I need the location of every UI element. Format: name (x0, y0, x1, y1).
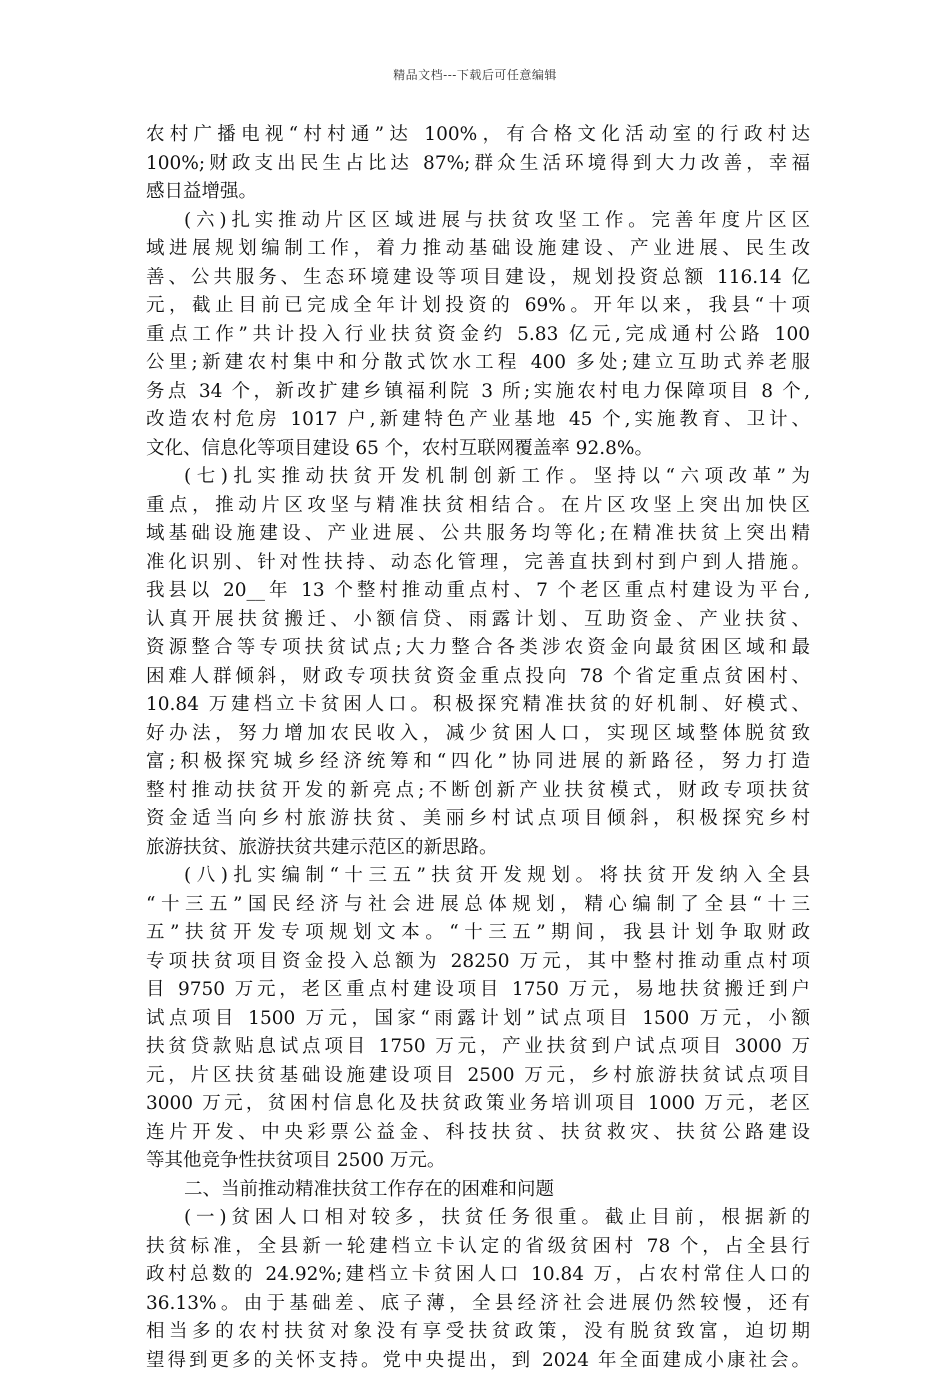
text-line: 我县以 20__年 13 个整村推动重点村、7 个老区重点村建设为平台, (146, 577, 810, 606)
text-line: 政村总数的 24.92%;建档立卡贫困人口 10.84 万，占农村常住人口的 (146, 1261, 810, 1290)
text-line: 感日益增强。 (146, 178, 810, 207)
text-line: 域进展规划编制工作，着力推动基础设施建设、产业进展、民生改 (146, 235, 810, 264)
text-line: 改造农村危房 1017 户,新建特色产业基地 45 个,实施教育、卫计、 (146, 406, 810, 435)
text-line: 扶贫贷款贴息试点项目 1750 万元，产业扶贫到户试点项目 3000 万 (146, 1033, 810, 1062)
text-line: 文化、信息化等项目建设 65 个，农村互联网覆盖率 92.8%。 (146, 435, 810, 464)
text-line: 元，片区扶贫基础设施建设项目 2500 万元，乡村旅游扶贫试点项目 (146, 1062, 810, 1091)
text-line: 善、公共服务、生态环境建设等项目建设，规划投资总额 116.14 亿 (146, 264, 810, 293)
text-line: 望得到更多的关怀支持。党中央提出，到 2024 年全面建成小康社会。 (146, 1347, 810, 1375)
text-line: 3000 万元，贫困村信息化及扶贫政策业务培训项目 1000 万元，老区 (146, 1090, 810, 1119)
text-line: 困难人群倾斜，财政专项扶贫资金重点投向 78 个省定重点贫困村、 (146, 663, 810, 692)
text-line: 连片开发、中央彩票公益金、科技扶贫、扶贫救灾、扶贫公路建设 (146, 1119, 810, 1148)
text-line: 好办法，努力增加农民收入，减少贫困人口，实现区域整体脱贫致 (146, 720, 810, 749)
text-line: 重点，推动片区攻坚与精准扶贫相结合。在片区攻坚上突出加快区 (146, 492, 810, 521)
text-line: 资源整合等专项扶贫试点;大力整合各类涉农资金向最贫困区域和最 (146, 634, 810, 663)
text-line: 认真开展扶贫搬迁、小额信贷、雨露计划、互助资金、产业扶贫、 (146, 606, 810, 635)
text-line: (八)扎实编制“十三五”扶贫开发规划。将扶贫开发纳入全县 (146, 862, 810, 891)
text-line: (一)贫困人口相对较多，扶贫任务很重。截止目前，根据新的 (146, 1204, 810, 1233)
page-header: 精品文档---下载后可任意编辑 (0, 66, 950, 83)
text-line: 务点 34 个，新改扩建乡镇福利院 3 所;实施农村电力保障项目 8 个, (146, 378, 810, 407)
document-body (146, 121, 810, 1375)
text-line: 相当多的农村扶贫对象没有享受扶贫政策，没有脱贫致富，迫切期 (146, 1318, 810, 1347)
text-line: 农村广播电视“村村通”达 100%，有合格文化活动室的行政村达 (146, 121, 810, 150)
text-line: 二、当前推动精准扶贫工作存在的困难和问题 (146, 1176, 810, 1205)
text-line: 36.13%。由于基础差、底子薄，全县经济社会进展仍然较慢，还有 (146, 1290, 810, 1319)
text-line: 扶贫标准，全县新一轮建档立卡认定的省级贫困村 78 个，占全县行 (146, 1233, 810, 1262)
text-line: 100%;财政支出民生占比达 87%;群众生活环境得到大力改善，幸福 (146, 150, 810, 179)
text-line: 试点项目 1500 万元，国家“雨露计划”试点项目 1500 万元，小额 (146, 1005, 810, 1034)
text-line: 10.84 万建档立卡贫困人口。积极探究精准扶贫的好机制、好模式、 (146, 691, 810, 720)
text-line: 公里;新建农村集中和分散式饮水工程 400 多处;建立互助式养老服 (146, 349, 810, 378)
text-line: 准化识别、针对性扶持、动态化管理，完善直扶到村到户到人措施。 (146, 549, 810, 578)
text-line: 资金适当向乡村旅游扶贫、美丽乡村试点项目倾斜，积极探究乡村 (146, 805, 810, 834)
text-line: 专项扶贫项目资金投入总额为 28250 万元，其中整村推动重点村项 (146, 948, 810, 977)
text-line: 五”扶贫开发专项规划文本。“十三五”期间，我县计划争取财政 (146, 919, 810, 948)
text-line: 重点工作”共计投入行业扶贫资金约 5.83 亿元,完成通村公路 100 (146, 321, 810, 350)
text-line: 整村推动扶贫开发的新亮点;不断创新产业扶贫模式，财政专项扶贫 (146, 777, 810, 806)
text-line: “十三五”国民经济与社会进展总体规划，精心编制了全县“十三 (146, 891, 810, 920)
text-line: 富;积极探究城乡经济统筹和“四化”协同进展的新路径，努力打造 (146, 748, 810, 777)
text-line: 目 9750 万元，老区重点村建设项目 1750 万元，易地扶贫搬迁到户 (146, 976, 810, 1005)
text-line: (六)扎实推动片区区域进展与扶贫攻坚工作。完善年度片区区 (146, 207, 810, 236)
text-line: (七)扎实推动扶贫开发机制创新工作。坚持以“六项改革”为 (146, 463, 810, 492)
text-line: 域基础设施建设、产业进展、公共服务均等化;在精准扶贫上突出精 (146, 520, 810, 549)
text-line: 旅游扶贫、旅游扶贫共建示范区的新思路。 (146, 834, 810, 863)
text-line: 元，截止目前已完成全年计划投资的 69%。开年以来，我县“十项 (146, 292, 810, 321)
text-line: 等其他竞争性扶贫项目 2500 万元。 (146, 1147, 810, 1176)
